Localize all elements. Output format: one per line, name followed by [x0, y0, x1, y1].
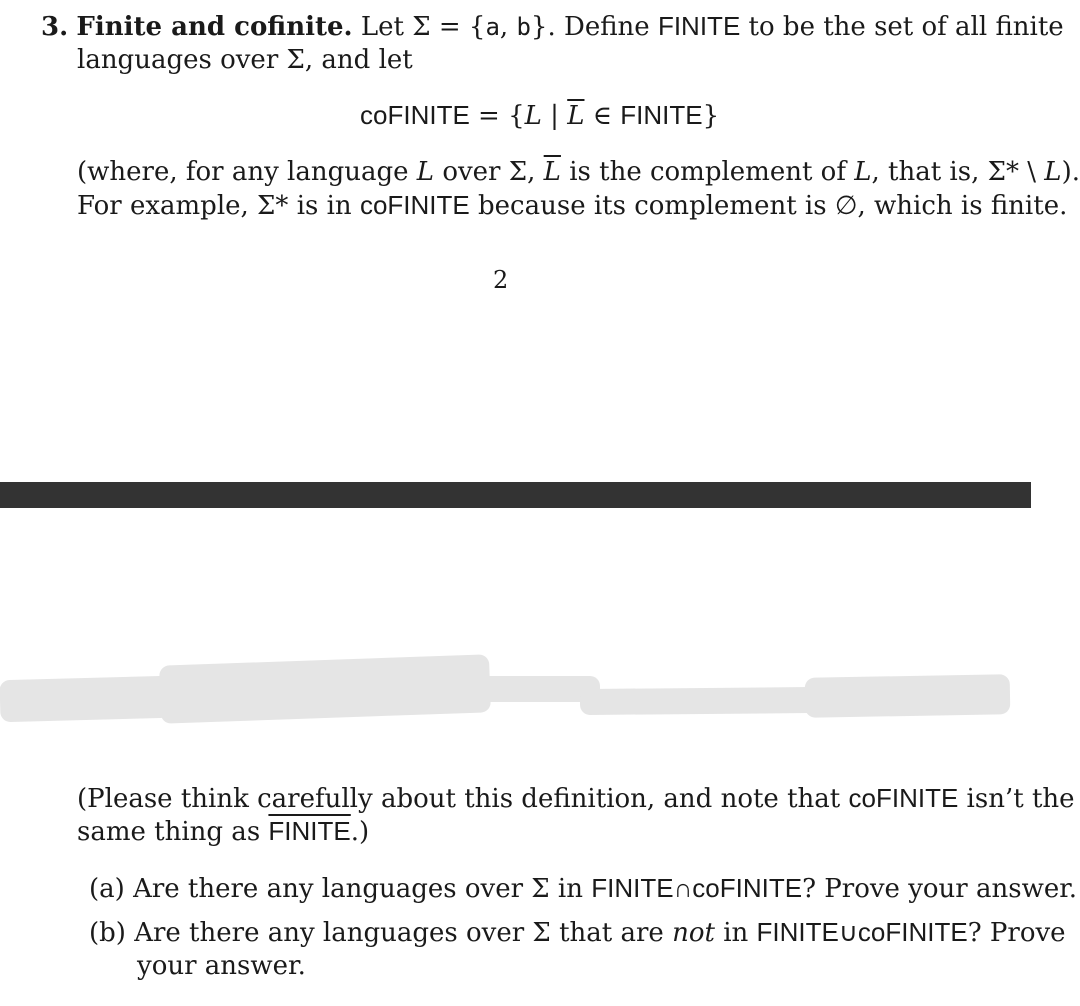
cofinite-term: coFINITE — [360, 100, 470, 130]
set-expression: FINITE∪coFINITE — [756, 917, 968, 947]
question-b — [89, 915, 1066, 950]
text-span: Let Σ = { — [360, 12, 486, 42]
page-2-bottom — [0, 0, 1080, 482]
problem-line-5 — [77, 188, 1067, 223]
text-span: Are there any languages over Σ in — [133, 874, 592, 904]
text-span: same thing as — [77, 817, 269, 847]
math-var: L — [416, 157, 435, 187]
cofinite-definition — [360, 98, 719, 133]
text-span: For example, Σ* is in — [77, 191, 360, 221]
math-var: L — [1044, 157, 1062, 187]
text-span: (Please think carefully about this definition, and note that — [77, 784, 849, 814]
problem-number: 3. — [41, 12, 69, 42]
text-span: (where, for any language — [77, 157, 417, 187]
text-span: , — [499, 12, 517, 42]
alphabet-symbol-a: a — [485, 13, 500, 41]
math-var: L — [854, 157, 872, 187]
set-expression: FINITE∩coFINITE — [591, 873, 803, 903]
text-span: because its complement is ∅, which is finite. — [469, 191, 1068, 221]
redacted-smudge — [805, 674, 1011, 718]
text-span: Are there any languages over Σ that are — [134, 918, 673, 948]
finite-term: FINITE — [657, 11, 741, 41]
problem-heading-line — [41, 9, 1064, 44]
text-span: = { — [469, 101, 525, 131]
cofinite-term: coFINITE — [848, 783, 959, 813]
text-span: ). — [1061, 157, 1080, 187]
problem-line-4 — [77, 155, 1080, 189]
text-span: over Σ, — [434, 157, 544, 187]
text-span: ? Prove your answer. — [802, 874, 1078, 904]
page-3-top — [0, 508, 1078, 1006]
problem-line-2: languages over Σ, and let — [77, 45, 413, 75]
question-label: (a) — [89, 874, 125, 904]
text-span: , that is, Σ* \ — [871, 157, 1045, 187]
text-span: }. Define — [530, 12, 658, 42]
problem-title: Finite and cofinite. — [76, 12, 353, 42]
text-span: .) — [350, 817, 370, 847]
note-line-2 — [77, 814, 369, 849]
cofinite-term: coFINITE — [359, 190, 470, 220]
text-span: isn’t the — [958, 784, 1075, 814]
math-var-complement: $\overline{L}$ — [543, 157, 561, 187]
page-break-bar — [0, 482, 1031, 508]
question-b-line-2: your answer. — [137, 951, 306, 981]
finite-complement-term: FINITE — [268, 816, 351, 846]
emphasis-not: not — [672, 918, 715, 948]
text-span: to be the set of all finite — [740, 12, 1064, 42]
alphabet-symbol-b: b — [516, 13, 531, 41]
question-a — [89, 871, 1077, 906]
text-span: } — [702, 101, 720, 131]
redacted-smudge — [159, 654, 491, 723]
text-span: is the complement of — [560, 157, 855, 187]
text-span: in — [714, 918, 757, 948]
text-span: | — [541, 101, 568, 131]
note-line-1 — [77, 781, 1075, 816]
finite-term: FINITE — [620, 100, 703, 130]
question-label: (b) — [89, 918, 126, 948]
page-number: 2 — [493, 266, 509, 294]
math-var: L — [524, 101, 542, 131]
text-span: ∈ — [584, 101, 621, 131]
redacted-smudge — [0, 676, 171, 722]
math-var-complement: $\overline{L}$ — [567, 101, 585, 131]
text-span: ? Prove — [967, 918, 1066, 948]
redacted-smudge — [580, 687, 820, 715]
